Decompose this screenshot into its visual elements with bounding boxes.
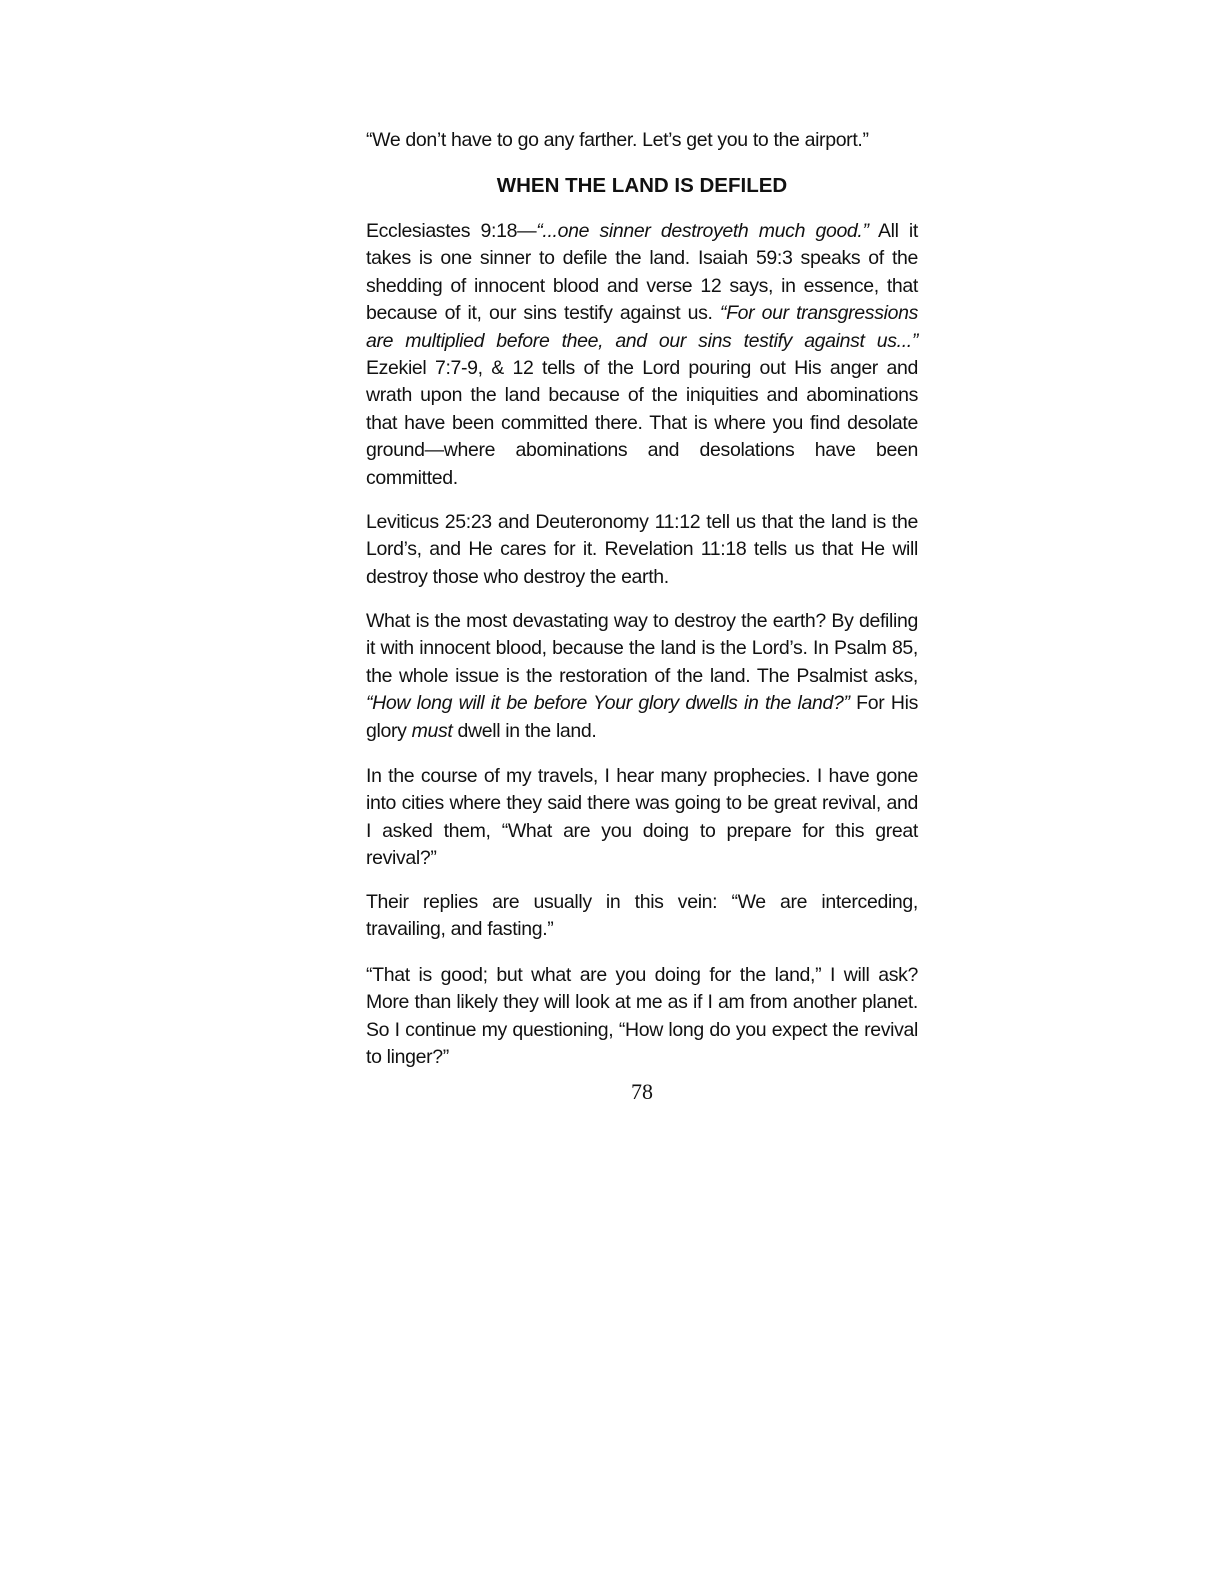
scripture-quote: “For our transgressions are multiplied before thee, and our sins testify against us...” (366, 302, 918, 352)
scripture-quote: “...one sinner destroyeth much good.” (536, 220, 869, 242)
reference-text: Ecclesiastes 9:18— (366, 220, 537, 242)
section-heading: WHEN THE LAND IS DEFILED (496, 174, 788, 197)
scripture-quote: “How long will it be before Your glory dwells in the land?” (366, 692, 850, 715)
opening-line: “We don’t have to go any farther. Let’s get you to the airport.” (366, 129, 869, 151)
body-text: For His glory (366, 692, 918, 742)
body-text: What is the most devastating way to destroy the earth? By defiling it with innocent blood, because the land is the Lord’s. In Psalm 85, the whole issue is the restoration of the land. The Psalmist asks, (366, 610, 918, 687)
body-text: In the course of my travels, I hear many prophecies. I have gone into cities where they said there was going to be great revival, and I asked them, “What are you doing to prepare for this great revival?” (366, 765, 918, 870)
paragraph-ecclesiastes (366, 218, 918, 492)
paragraph-leviticus (366, 509, 918, 591)
paragraph-travels (366, 763, 918, 873)
body-text: “That is good; but what are you doing for the land,” I will ask? More than likely they will look at me as if I am from another planet. So I continue my questioning, “How long do you expect the revival to linger?” (366, 964, 918, 1069)
body-text: All it takes is one sinner to defile the land. Isaiah 59:3 speaks of the shedding of innocent blood and verse 12 says, in essence, that because of it, our sins testify against us. (366, 220, 918, 325)
body-text: dwell in the land. (452, 719, 597, 742)
body-text: Leviticus 25:23 and Deuteronomy 11:12 tell us that the land is the Lord’s, and He cares for it. Revelation 11:18 tells us that He will destroy those who destroy the earth. (366, 511, 918, 588)
paragraph-psalm (366, 608, 918, 745)
paragraph-land-question (366, 962, 918, 1072)
body-text: Their replies are usually in this vein: “We are interceding, travailing, and fasting.” (366, 891, 918, 941)
body-text: Ezekiel 7:7-9, & 12 tells of the Lord pouring out His anger and wrath upon the land because of the iniquities and abominations that have been committed there. That is where you find desolate ground—where abominations and desolations have been committed. (366, 357, 918, 489)
paragraph-replies (366, 889, 918, 944)
emphasis-word: must (411, 719, 453, 742)
page-number: 78 (631, 1079, 653, 1104)
